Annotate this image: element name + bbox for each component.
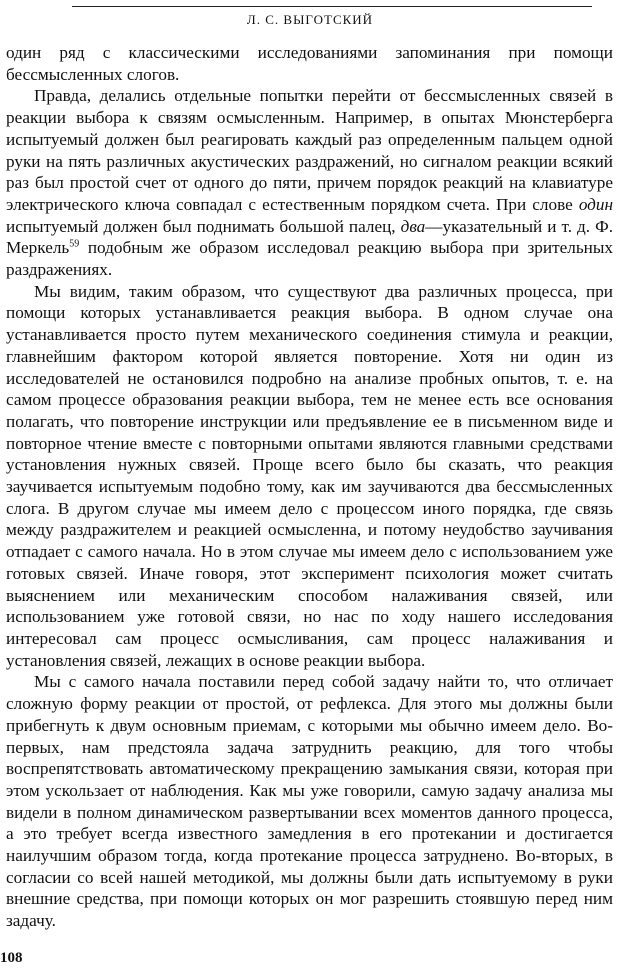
text-run: Правда, делались отдельные попытки перейти от бессмысленных связей в реакции выбора к связям осмысленным. Например, в опытах Мюнстерберга испытуемый должен был реагировать каждый раз определенным пальцем одной руки на пять различных акустических раздражений, но сигналом реакции всякий раз был простой счет от одного до пяти, причем порядок реакций на клавиатуре электрического ключа совпадал с естественным порядком счета. При слове (6, 86, 613, 214)
text-run: подобным же образом исследовал реакцию выбора при зрительных раздражениях. (6, 238, 613, 280)
paragraph-continued: один ряд с классическими исследованиями запоминания при помощи бессмысленных слогов. (6, 43, 613, 84)
paragraph-munsterberg (6, 85, 613, 280)
paragraph-two-processes: Мы видим, таким образом, что существуют два различных процесса, при помощи которых устанавливается реакция выбора. В одном случае она устанавливается просто путем механического соединения стимула и реакции, главнейшим фактором которой является повторение. Хотя ни один из исследователей не остановился подробно на анализе пробных опытов, т. е. на самом процессе образования реакции выбора, тем не менее есть все основания полагать, что повторение инструкции или предъявление ее в письменном виде и повторное чтение вместе с повторными опытами являются главными средствами установления нужных связей. Проще всего было бы сказать, что реакция заучивается испытуемым подобно тому, как им заучиваются два бессмысленных слога. В другом случае мы имеем дело с процессом иного порядка, где связь между раздражителем и реакцией осмысленна, и потому неудобство заучивания отпадает с самого начала. Но в этом случае мы имеем дело с использованием уже готовых связей. Иначе говоря, этот эксперимент психология может считать выяснением или механическим способом налаживания связей, или использованием уже готовой связи, но нас по ходу нашего исследования интересовал сам процесс осмысливания, сам процесс налаживания и установления связей, лежащих в основе реакции выбора. (6, 281, 613, 670)
italic-word-dva: два (400, 216, 426, 236)
footnote-marker: 59 (69, 238, 80, 250)
page-body (6, 42, 613, 932)
text-run: —указательный и т. д. Ф. Меркель (6, 216, 613, 258)
page-number: 108 (0, 950, 23, 966)
paragraph-method: Мы с самого начала поставили перед собой задачу найти то, что отличает сложную форму реакции от простой, от рефлекса. Для этого мы должны были прибегнуть к двум основным приемам, с которыми мы обычно имеем дело. Во-первых, нам предстояла задача затруднить реакцию, для того чтобы воспрепятствовать автоматическому прекращению замыкания связи, которая при этом ускользает от наблюдения. Как мы уже говорили, самую задачу анализа мы видели в полном динамическом развертывании всех моментов данного процесса, а это требует всегда известного замедления в его протекании и достигается наилучшим образом тогда, когда протекание процесса затруднено. Во-вторых, в согласии со всей нашей методикой, мы должны были дать испытуемому в руки внешние средства, при помощи которых он мог разрешить стоявшую перед ним задачу. (6, 672, 613, 931)
text-run: испытуемый должен был поднимать большой палец, (6, 216, 401, 236)
running-head: Л. С. ВЫГОТСКИЙ (246, 12, 374, 27)
italic-word-odin: один (578, 194, 613, 214)
header-rule (72, 6, 592, 7)
